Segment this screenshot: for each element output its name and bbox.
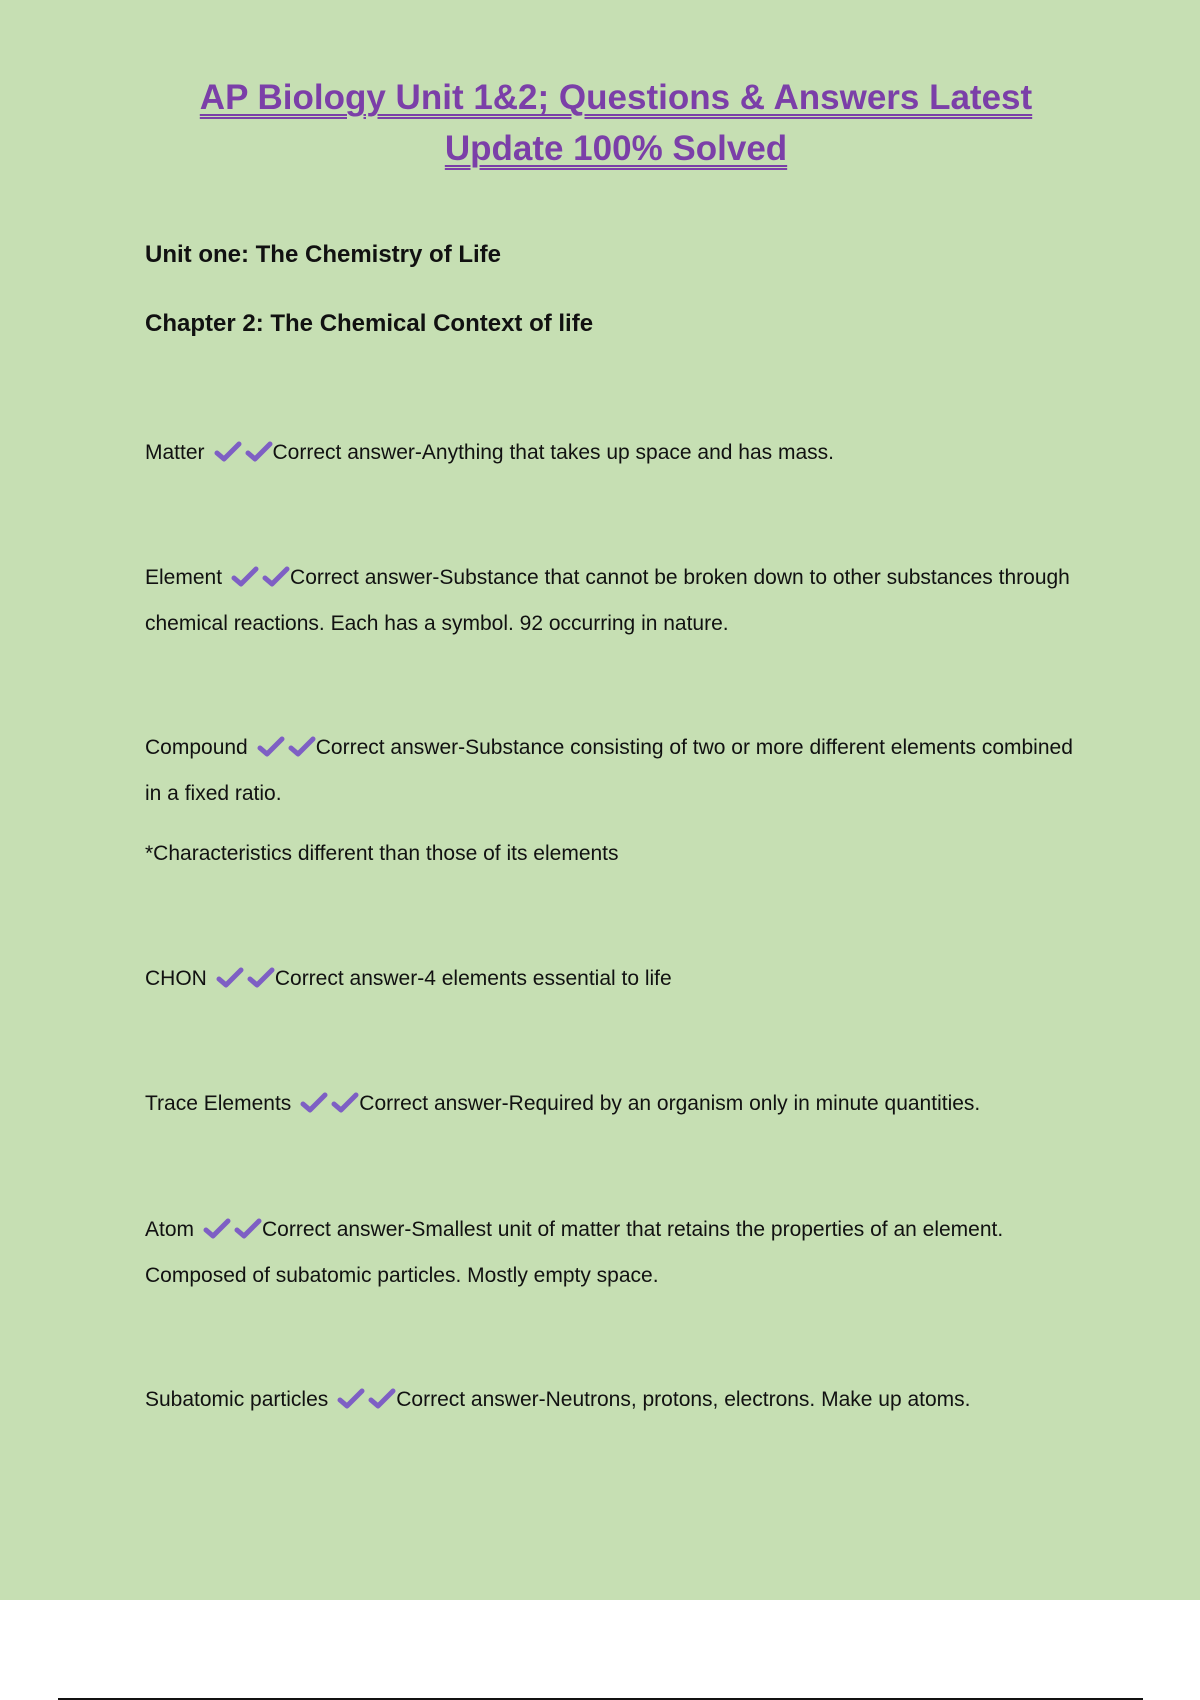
answer-text: Substance consisting of two or more different elements combined in a fixed ratio. bbox=[145, 736, 1073, 805]
checkmark-icon bbox=[300, 1092, 328, 1114]
answer-prefix: Correct answer- bbox=[272, 441, 422, 464]
checkmark-icon bbox=[288, 736, 316, 758]
checkmark-icon bbox=[247, 967, 275, 989]
qa-entry-chon bbox=[145, 956, 1075, 1002]
answer-text: Neutrons, protons, electrons. Make up atoms. bbox=[545, 1388, 971, 1411]
term: Compound bbox=[145, 736, 248, 759]
answer-text: Substance that cannot be broken down to other substances through chemical reactions. Each has a symbol. 92 occurring in nature. bbox=[145, 566, 1070, 635]
title-line-1: AP Biology Unit 1&2; Questions & Answers Latest bbox=[199, 78, 1033, 117]
checkmark-icon bbox=[234, 1218, 262, 1240]
term: Element bbox=[145, 566, 223, 589]
answer-prefix: Correct answer- bbox=[396, 1388, 546, 1411]
checkmark-icon bbox=[245, 441, 273, 463]
compound-note: *Characteristics different than those of its elements bbox=[145, 842, 619, 865]
term: Trace Elements bbox=[145, 1092, 292, 1115]
document-title bbox=[100, 72, 1132, 174]
checkmark-icon bbox=[203, 1218, 231, 1240]
answer-prefix: Correct answer- bbox=[315, 736, 466, 759]
answer-text: Required by an organism only in minute quantities. bbox=[508, 1092, 981, 1115]
checkmark-icon bbox=[368, 1388, 396, 1410]
term: Subatomic particles bbox=[145, 1388, 329, 1411]
title-line-2: Update 100% Solved bbox=[444, 129, 788, 168]
qa-entry-compound bbox=[145, 725, 1075, 817]
checkmark-icon bbox=[331, 1092, 359, 1114]
answer-prefix: Correct answer- bbox=[274, 967, 425, 990]
answer-prefix: Correct answer- bbox=[359, 1092, 509, 1115]
qa-entry-element bbox=[145, 555, 1075, 647]
checkmark-icon bbox=[214, 441, 242, 463]
answer-text: Anything that takes up space and has mass. bbox=[421, 441, 834, 464]
term: CHON bbox=[145, 967, 207, 990]
checkmark-icon bbox=[257, 736, 285, 758]
checkmark-icon bbox=[216, 967, 244, 989]
term: Atom bbox=[145, 1218, 195, 1241]
checkmark-icon bbox=[231, 566, 259, 588]
qa-entry-atom bbox=[145, 1207, 1075, 1299]
checkmark-icon bbox=[337, 1388, 365, 1410]
chapter-heading: Chapter 2: The Chemical Context of life bbox=[145, 310, 594, 337]
qa-entry-trace-elements bbox=[145, 1081, 1075, 1127]
qa-entry-matter bbox=[145, 430, 1075, 476]
unit-heading: Unit one: The Chemistry of Life bbox=[145, 241, 502, 268]
term: Matter bbox=[145, 441, 205, 464]
answer-prefix: Correct answer- bbox=[290, 566, 440, 589]
checkmark-icon bbox=[262, 566, 290, 588]
qa-entry-subatomic-particles bbox=[145, 1377, 1075, 1423]
answer-text: Smallest unit of matter that retains the properties of an element. Composed of subatomic particles. Mostly empty space. bbox=[145, 1218, 1004, 1287]
answer-prefix: Correct answer- bbox=[262, 1218, 412, 1241]
answer-text: 4 elements essential to life bbox=[424, 967, 672, 990]
